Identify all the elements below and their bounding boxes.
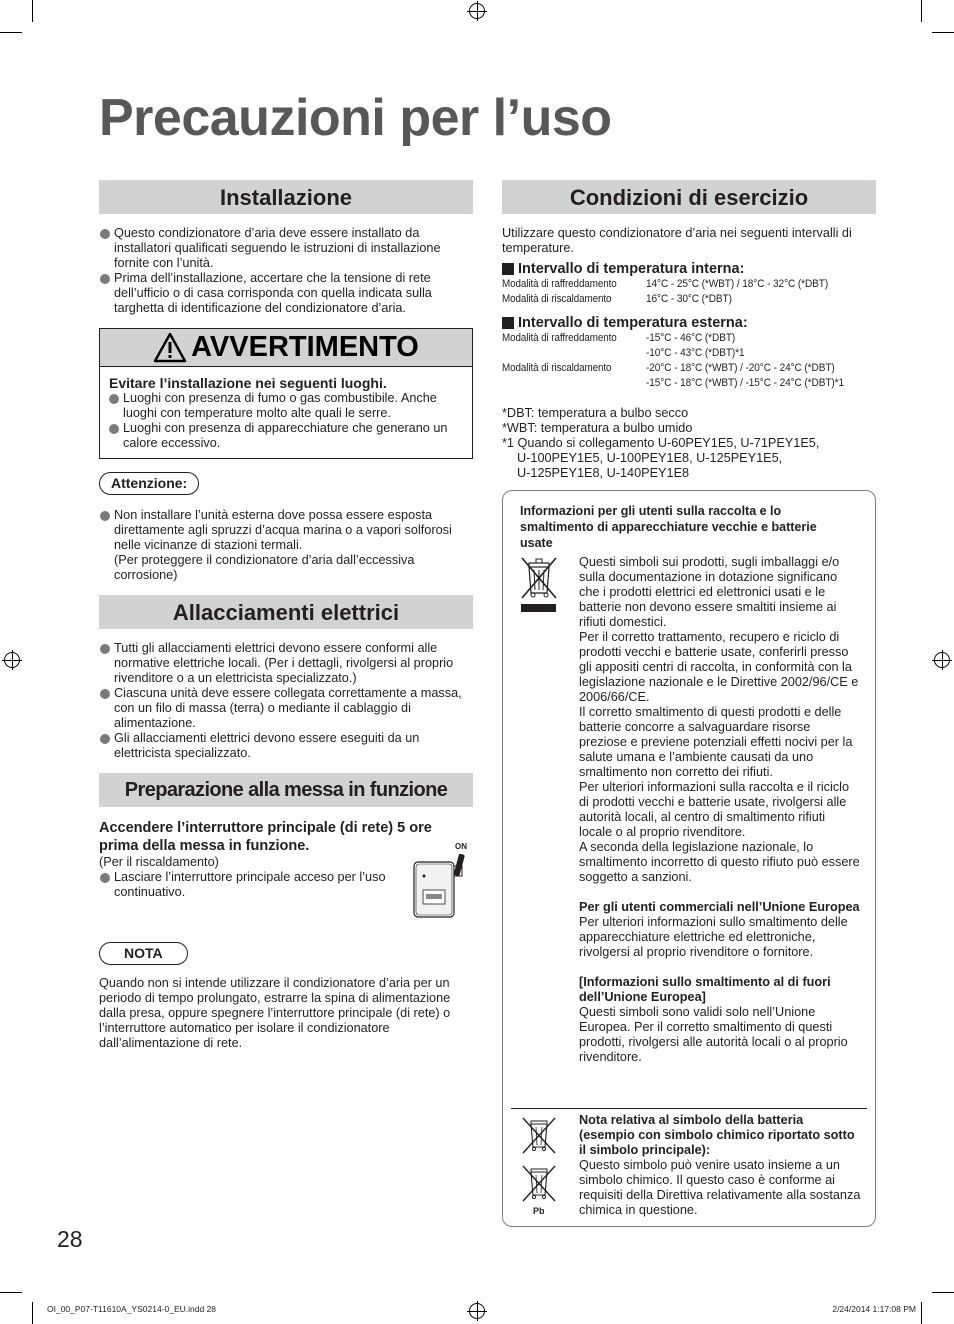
nota-text: Quando non si intende utilizzare il condizionatore d’aria per un periodo di tempo prolungato, estrarre la spina di alimentazione dalla presa, oppure spegnere l’interruttore principale (di rete) o l’interruttore automatico per isolare il condizionatore dall’alimentazione di rete. <box>99 976 451 1050</box>
table-cell <box>502 376 629 391</box>
disposal-main-text <box>579 555 861 1065</box>
disposal-paragraph: Questi simboli sui prodotti, sugli imballaggi e/o sulla documentazione in dotazione significano che i prodotti elettrici ed elettronici usati e le batterie non devono essere smaltiti insieme ai rifiuti domestici. <box>579 555 840 629</box>
preparazione-list <box>99 870 409 900</box>
list-item: Questo condizionatore d’aria deve essere installato da installatori qualificati seguendo le istruzioni di installazione fornite con l’unità. <box>99 226 473 271</box>
list-item: Luoghi con presenza di fumo o gas combustibile. Anche luoghi con temperature molto alte quali le serre. <box>108 391 464 421</box>
warning-header <box>100 329 472 367</box>
table-cell: Modalità di riscaldamento <box>502 362 612 374</box>
commerciali-text: Per ulteriori informazioni sullo smaltimento delle apparecchiature elettriche ed elettroniche, rivolgersi al proprio rivenditore o fornitore. <box>579 915 848 959</box>
footer-timestamp: 2/24/2014 1:17:08 PM <box>832 1304 916 1314</box>
list-item-note: (Per proteggere il condizionatore d’aria dall’eccessiva corrosione) <box>114 553 415 582</box>
crop-mark <box>32 1302 33 1324</box>
preparazione-lead: Accendere l’interruttore principale (di rete) 5 ore prima della messa in funzione. <box>99 820 432 854</box>
attenzione-list <box>99 508 473 583</box>
temp-interna-heading <box>502 261 876 277</box>
crop-mark <box>932 32 954 33</box>
main-switch-illustration <box>407 842 473 920</box>
crop-mark <box>921 1302 922 1324</box>
list-item: Lasciare l’interruttore principale acceso per l’uso continuativo. <box>99 870 409 900</box>
table-cell: -10°C - 43°C (*DBT)*1 <box>646 347 745 359</box>
crop-mark <box>932 1292 954 1293</box>
footnote: U-125PEY1E8, U-140PEY1E8 <box>517 466 690 480</box>
temp-interna-title: Intervallo di temperatura interna: <box>518 261 745 277</box>
registration-mark <box>4 652 20 668</box>
temp-esterna-title: Intervallo di temperatura esterna: <box>518 315 748 331</box>
table-row <box>502 331 876 346</box>
table-row <box>502 346 876 361</box>
table-cell: 14°C - 25°C (*WBT) / 18°C - 32°C (*DBT) <box>646 278 829 290</box>
footnote: *1 Quando si collegamento U-60PEY1E5, U-71PEY1E5, <box>502 436 820 450</box>
crop-mark <box>921 0 922 22</box>
warning-triangle-icon <box>153 332 187 363</box>
installazione-list <box>99 226 473 316</box>
temp-interna-table <box>502 277 876 307</box>
square-bullet-icon <box>502 263 514 275</box>
footnote: U-100PEY1E5, U-100PEY1E8, U-125PEY1E5, <box>517 451 783 465</box>
table-cell: Modalità di riscaldamento <box>502 293 612 305</box>
disposal-paragraph: A seconda della legislazione nazionale, lo smaltimento incorretto di questo rifiuto può essere soggetto a sanzioni. <box>579 840 860 884</box>
crop-mark <box>0 1292 22 1293</box>
square-bullet-icon <box>502 317 514 329</box>
battery-note-title: Nota relativa al simbolo della batteria (esempio con simbolo chimico riportato sotto il simbolo principale): <box>579 1113 855 1157</box>
list-item: Gli allacciamenti elettrici devono essere eseguiti da un elettricista specializzato. <box>99 731 473 761</box>
registration-mark <box>469 3 485 19</box>
crossed-bin-bar <box>521 604 556 612</box>
table-cell <box>502 346 629 361</box>
preparazione-heading: Preparazione alla messa in funzione <box>99 773 473 807</box>
warning-label: AVVERTIMENTO <box>191 331 419 363</box>
table-cell: -15°C - 46°C (*DBT) <box>646 332 736 344</box>
crop-mark <box>0 32 22 33</box>
battery-note-text: Questo simbolo può venire usato insieme a un simbolo chimico. Il questo caso è conforme ai requisiti della Direttiva relativamente alla sostanza chimica in questione. <box>579 1158 861 1217</box>
left-column <box>99 180 473 1051</box>
list-item: Tutti gli allacciamenti elettrici devono essere conformi alle normative elettriche locali. (Per i dettagli, rivolgersi al proprio rivenditore o a un elettricista specializzato.) <box>99 641 473 686</box>
table-cell: 16°C - 30°C (*DBT) <box>646 293 732 305</box>
list-item: Prima dell’installazione, accertare che la tensione di rete dell’ufficio o di casa corrisponda con quella indicata sulla targhetta di identificazione del condizionatore d’aria. <box>99 271 473 316</box>
switch-on-label: ON <box>455 842 467 851</box>
divider <box>511 1108 867 1109</box>
condizioni-intro: Utilizzare questo condizionatore d’aria nei seguenti intervalli di temperature. <box>502 226 852 255</box>
temp-esterna-heading <box>502 315 876 331</box>
condizioni-heading: Condizioni di esercizio <box>502 180 876 214</box>
switch-box-icon <box>407 842 473 920</box>
installazione-heading: Installazione <box>99 180 473 214</box>
extra-ue-title: [Informazioni sullo smaltimento al di fuori dell’Unione Europea] <box>579 975 831 1004</box>
commerciali-title: Per gli utenti commerciali nell’Unione Europea <box>579 900 860 914</box>
right-column <box>502 180 876 481</box>
disposal-intro: Informazioni per gli utenti sulla raccolta e lo smaltimento di apparecchiature vecchie e batterie usate <box>520 504 817 550</box>
list-item-text: Non installare l’unità esterna dove possa essere esposta direttamente agli spruzzi d’acqua marina o a vapori solforosi nelle vicinanze di stazioni termali. <box>114 508 452 552</box>
table-cell: -15°C - 18°C (*WBT) / -15°C - 24°C (*DBT)*1 <box>646 377 844 389</box>
list-item: Luoghi con presenza di apparecchiature che generano un calore eccessivo. <box>108 421 464 451</box>
warning-list <box>108 391 464 451</box>
warning-subheading: Evitare l’installazione nei seguenti luoghi. <box>109 375 387 391</box>
disposal-paragraph: Per ulteriori informazioni sulla raccolta e il riciclo di prodotti vecchi e batterie usate, rivolgersi alle autorità locali, al centro di smaltimento rifiuti locale o al proprio rivenditore. <box>579 780 850 839</box>
table-cell: -20°C - 18°C (*WBT) / -20°C - 24°C (*DBT) <box>646 362 835 374</box>
footnote: *WBT: temperatura a bulbo umido <box>502 421 693 435</box>
table-row <box>502 361 876 376</box>
battery-bin-icon <box>519 1115 559 1159</box>
footer-file: OI_00_P07-T11610A_YS0214-0_EU.indd 28 <box>47 1304 217 1314</box>
table-row <box>502 292 876 307</box>
page-number: 28 <box>57 1226 83 1252</box>
battery-bin-pb-icon <box>519 1163 559 1207</box>
temp-esterna-table <box>502 331 876 391</box>
warning-box <box>99 328 473 459</box>
registration-mark <box>934 652 950 668</box>
footnotes <box>502 406 876 481</box>
attenzione-label: Attenzione: <box>99 472 199 495</box>
extra-ue-text: Questi simboli sono validi solo nell’Unione Europea. Per il corretto smaltimento di questi prodotti, rivolgersi alle autorità locali o al proprio rivenditore. <box>579 1005 848 1064</box>
disposal-paragraph: Per il corretto trattamento, recupero e riciclo di prodotti vecchi e batterie usate, conferirli presso gli appositi centri di raccolta, in conformità con la legislazione nazionale e le Direttive 2002/96/CE e 2006/66/CE. <box>579 630 859 704</box>
table-cell: Modalità di raffreddamento <box>502 278 617 290</box>
preparazione-note: (Per il riscaldamento) <box>99 855 219 869</box>
allacciamenti-heading: Allacciamenti elettrici <box>99 595 473 629</box>
disposal-info-box <box>502 490 876 1227</box>
table-cell: Modalità di raffreddamento <box>502 332 617 344</box>
allacciamenti-list <box>99 641 473 761</box>
table-row <box>502 376 876 391</box>
battery-note <box>579 1113 861 1218</box>
crop-mark <box>32 0 33 22</box>
registration-mark <box>469 1303 485 1319</box>
page-title: Precauzioni per l’uso <box>99 89 612 147</box>
disposal-paragraph: Il corretto smaltimento di questi prodotti e delle batterie concorre a salvaguardare risorse preziose e previene potenziali effetti nocivi per la salute umana e l’ambiente causati da uno smaltimento non corretto dei rifiuti. <box>579 705 853 779</box>
nota-label: NOTA <box>99 942 188 965</box>
footnote: *DBT: temperatura a bulbo secco <box>502 406 689 420</box>
chemical-symbol: Pb <box>533 1206 545 1216</box>
table-row <box>502 277 876 292</box>
list-item <box>99 508 473 583</box>
list-item: Ciascuna unità deve essere collegata correttamente a massa, con un filo di massa (terra) o mediante il cablaggio di alimentazione. <box>99 686 473 731</box>
